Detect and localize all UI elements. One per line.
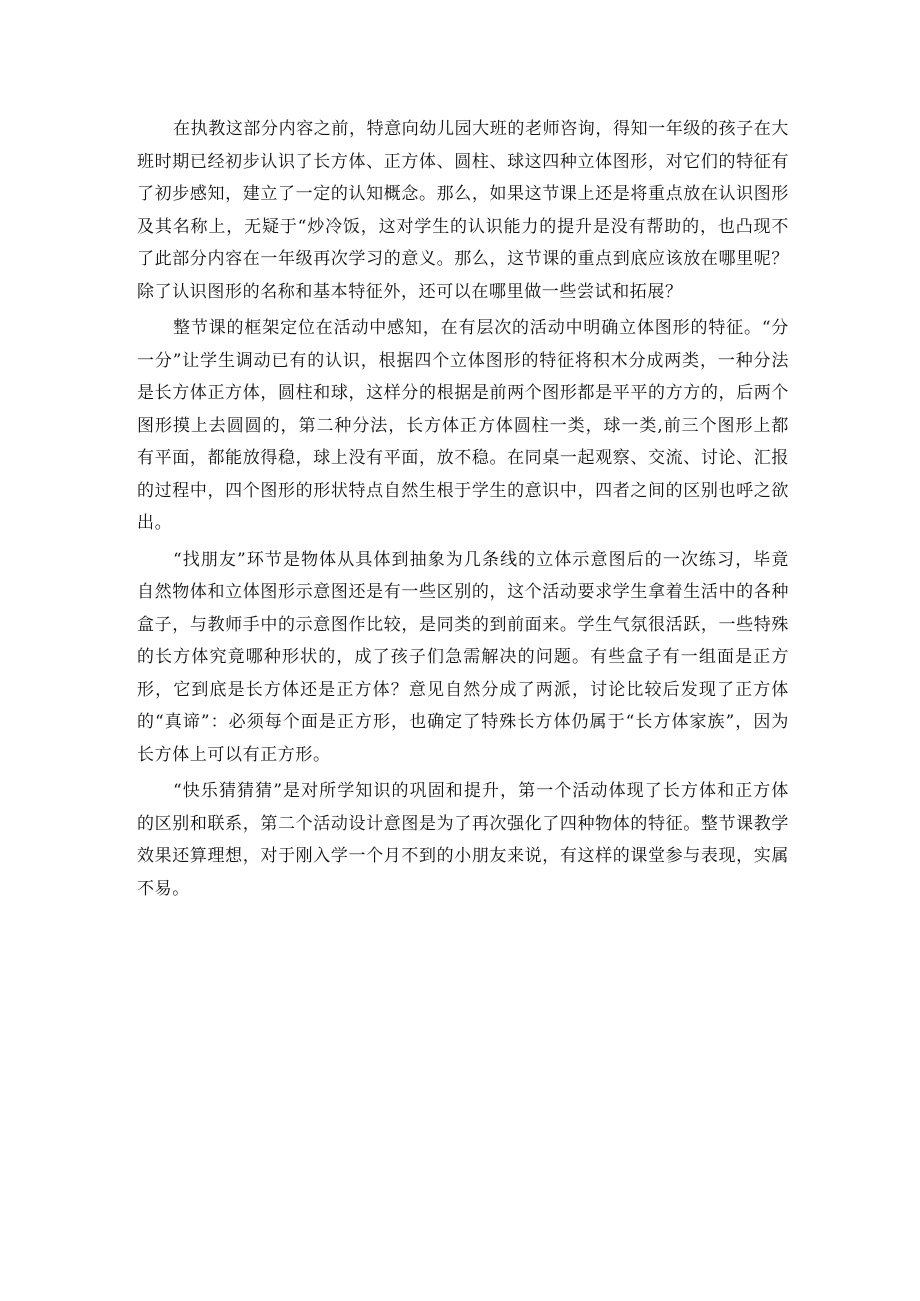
paragraph-2: 整节课的框架定位在活动中感知，在有层次的活动中明确立体图形的特征。“分一分”让学生调动已有的认识，根据四个立体图形的特征将积木分成两类，一种分法是长方体正方体，圆柱和球，这样分的根据是前两个图形都是平平的方方的，后两个图形摸上去圆圆的，第二种分法，长方体正方体圆柱一类，球一类,前三个图形上都有平面，都能放得稳，球上没有平面，放不稳。在同桌一起观察、交流、讨论、汇报的过程中，四个图形的形状特点自然生根于学生的意识中，四者之间的区别也呼之欲出。 (137, 318, 789, 533)
paragraph-1: 在执教这部分内容之前，特意向幼儿园大班的老师咨询，得知一年级的孩子在大班时期已经初步认识了长方体、正方体、圆柱、球这四种立体图形，对它们的特征有了初步感知，建立了一定的认知概念。那么，如果这节课上还是将重点放在认识图形及其名称上，无疑于“炒冷饭，这对学生的认识能力的提升是没有帮助的，也凸现不了此部分内容在一年级再次学习的意义。那么，这节课的重点到底应该放在哪里呢？除了认识图形的名称和基本特征外，还可以在哪里做一些尝试和拓展？ (137, 119, 789, 302)
paragraph-3: “找朋友”环节是物体从具体到抽象为几条线的立体示意图后的一次练习，毕竟自然物体和立体图形示意图还是有一些区别的，这个活动要求学生拿着生活中的各种盒子，与教师手中的示意图作比较，是同类的到前面来。学生气氛很活跃，一些特殊的长方体究竟哪种形状的，成了孩子们急需解决的问题。有些盒子有一组面是正方形，它到底是长方体还是正方体？意见自然分成了两派，讨论比较后发现了正方体的“真谛”：必须每个面是正方形，也确定了特殊长方体仍属于“长方体家族”，因为长方体上可以有正方形。 (137, 549, 789, 765)
document-body (137, 113, 789, 909)
paragraph-4: “快乐猜猜猜”是对所学知识的巩固和提升，第一个活动体现了长方体和正方体的区别和联系，第二个活动设计意图是为了再次强化了四种物体的特征。整节课教学效果还算理想，对于刚入学一个月不到的小朋友来说，有这样的课堂参与表现，实属不易。 (137, 781, 789, 899)
